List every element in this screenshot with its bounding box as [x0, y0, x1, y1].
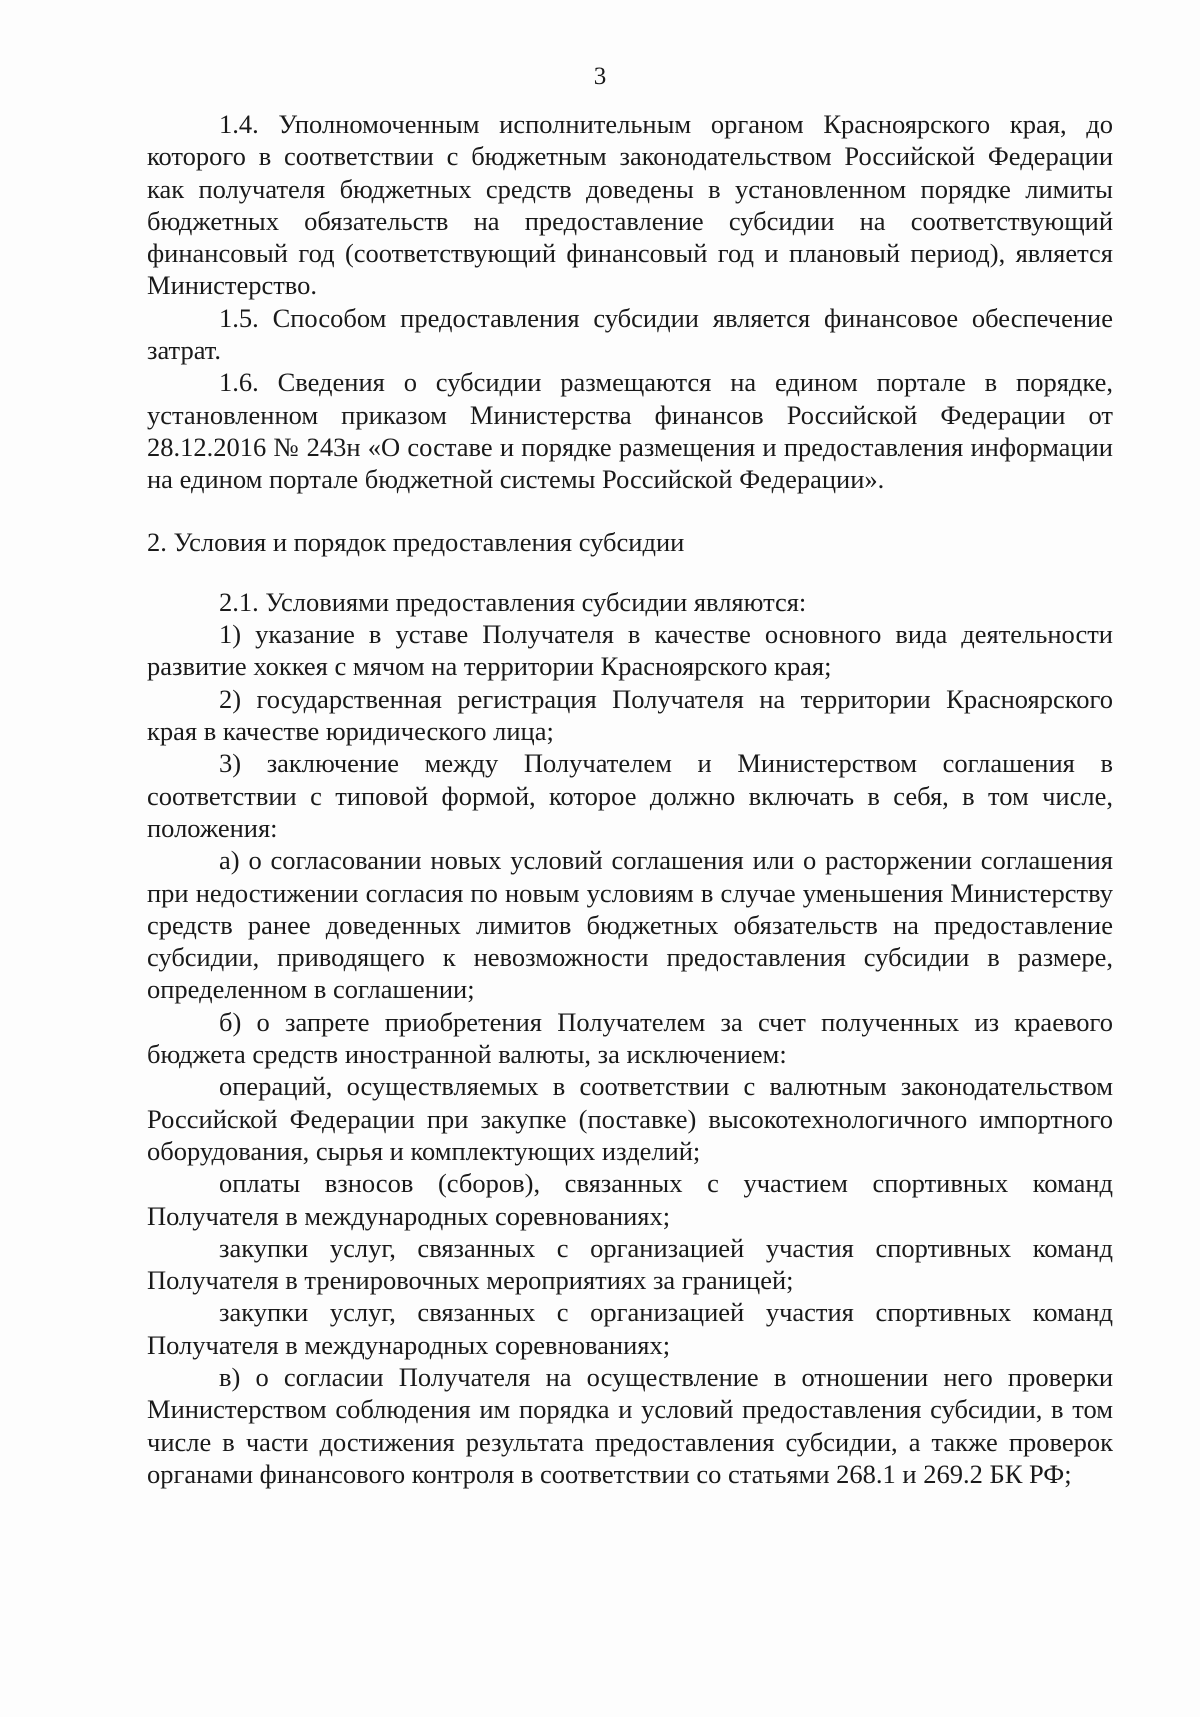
exception-fees: оплаты взносов (сборов), связанных с участием спортивных команд Получателя в международных соревнованиях; — [147, 1168, 1113, 1231]
condition-2: 2) государственная регистрация Получателя на территории Красноярского края в качестве юридического лица; — [147, 683, 1113, 747]
provision-a: а) о согласовании новых условий соглашения или о расторжении соглашения при недостижении согласия по новым условиям в случае уменьшения Министерству средств ранее доведенных лимитов бюджетных обязательств на предоставление субсидии, приводящего к невозможности предоставления субсидии в размере, определенном в соглашении; — [147, 845, 1113, 1005]
condition-1: 1) указание в уставе Получателя в качестве основного вида деятельности развитие хоккея с мячом на территории Красноярского края; — [147, 619, 1113, 682]
exception-training: закупки услуг, связанных с организацией участия спортивных команд Получателя в тренировочных мероприятиях за границей; — [147, 1232, 1113, 1296]
provision-v: в) о согласии Получателя на осуществление в отношении него проверки Министерством соблюдения им порядка и условий предоставления субсидии, в том числе в части достижения результата предоставления субсидии, а также проверок органами финансового контроля в соответствии со статьями 268.1 и 269.2 БК РФ; — [147, 1361, 1113, 1489]
exception-competitions: закупки услуг, связанных с организацией участия спортивных команд Получателя в международных соревнованиях; — [147, 1297, 1113, 1360]
section-heading: 2. Условия и порядок предоставления субсидии — [147, 526, 685, 557]
condition-3: 3) заключение между Получателем и Министерством соглашения в соответствии с типовой формой, которое должно включать в себя, в том числе, положения: — [147, 748, 1113, 843]
paragraph-1-6: 1.6. Сведения о субсидии размещаются на едином портале в порядке, установленном приказом Министерства финансов Российской Федерации от 28.12.2016 № 243н «О составе и порядке размещения и предоставления информации на едином портале бюджетной системы Российской Федерации». — [147, 367, 1113, 495]
paragraph-2-1: 2.1. Условиями предоставления субсидии являются: — [219, 586, 807, 617]
provision-b: б) о запрете приобретения Получателем за счет полученных из краевого бюджета средств иностранной валюты, за исключением: — [147, 1006, 1113, 1070]
paragraph-1-4: 1.4. Уполномоченным исполнительным органом Красноярского края, до которого в соответствии с бюджетным законодательством Российской Федерации как получателя бюджетных средств доведены в установленном порядке лимиты бюджетных обязательств на предоставление субсидии на соответствующий финансовый год (соответствующий финансовый год и плановый период), является Министерство. — [147, 109, 1113, 301]
page-number: 3 — [593, 63, 607, 90]
exception-operations: операций, осуществляемых в соответствии с валютным законодательством Российской Федерации при закупке (поставке) высокотехнологичного импортного оборудования, сырья и комплектующих изделий; — [147, 1071, 1113, 1166]
document-body — [147, 108, 1113, 1490]
paragraph-1-5: 1.5. Способом предоставления субсидии является финансовое обеспечение затрат. — [147, 302, 1113, 366]
